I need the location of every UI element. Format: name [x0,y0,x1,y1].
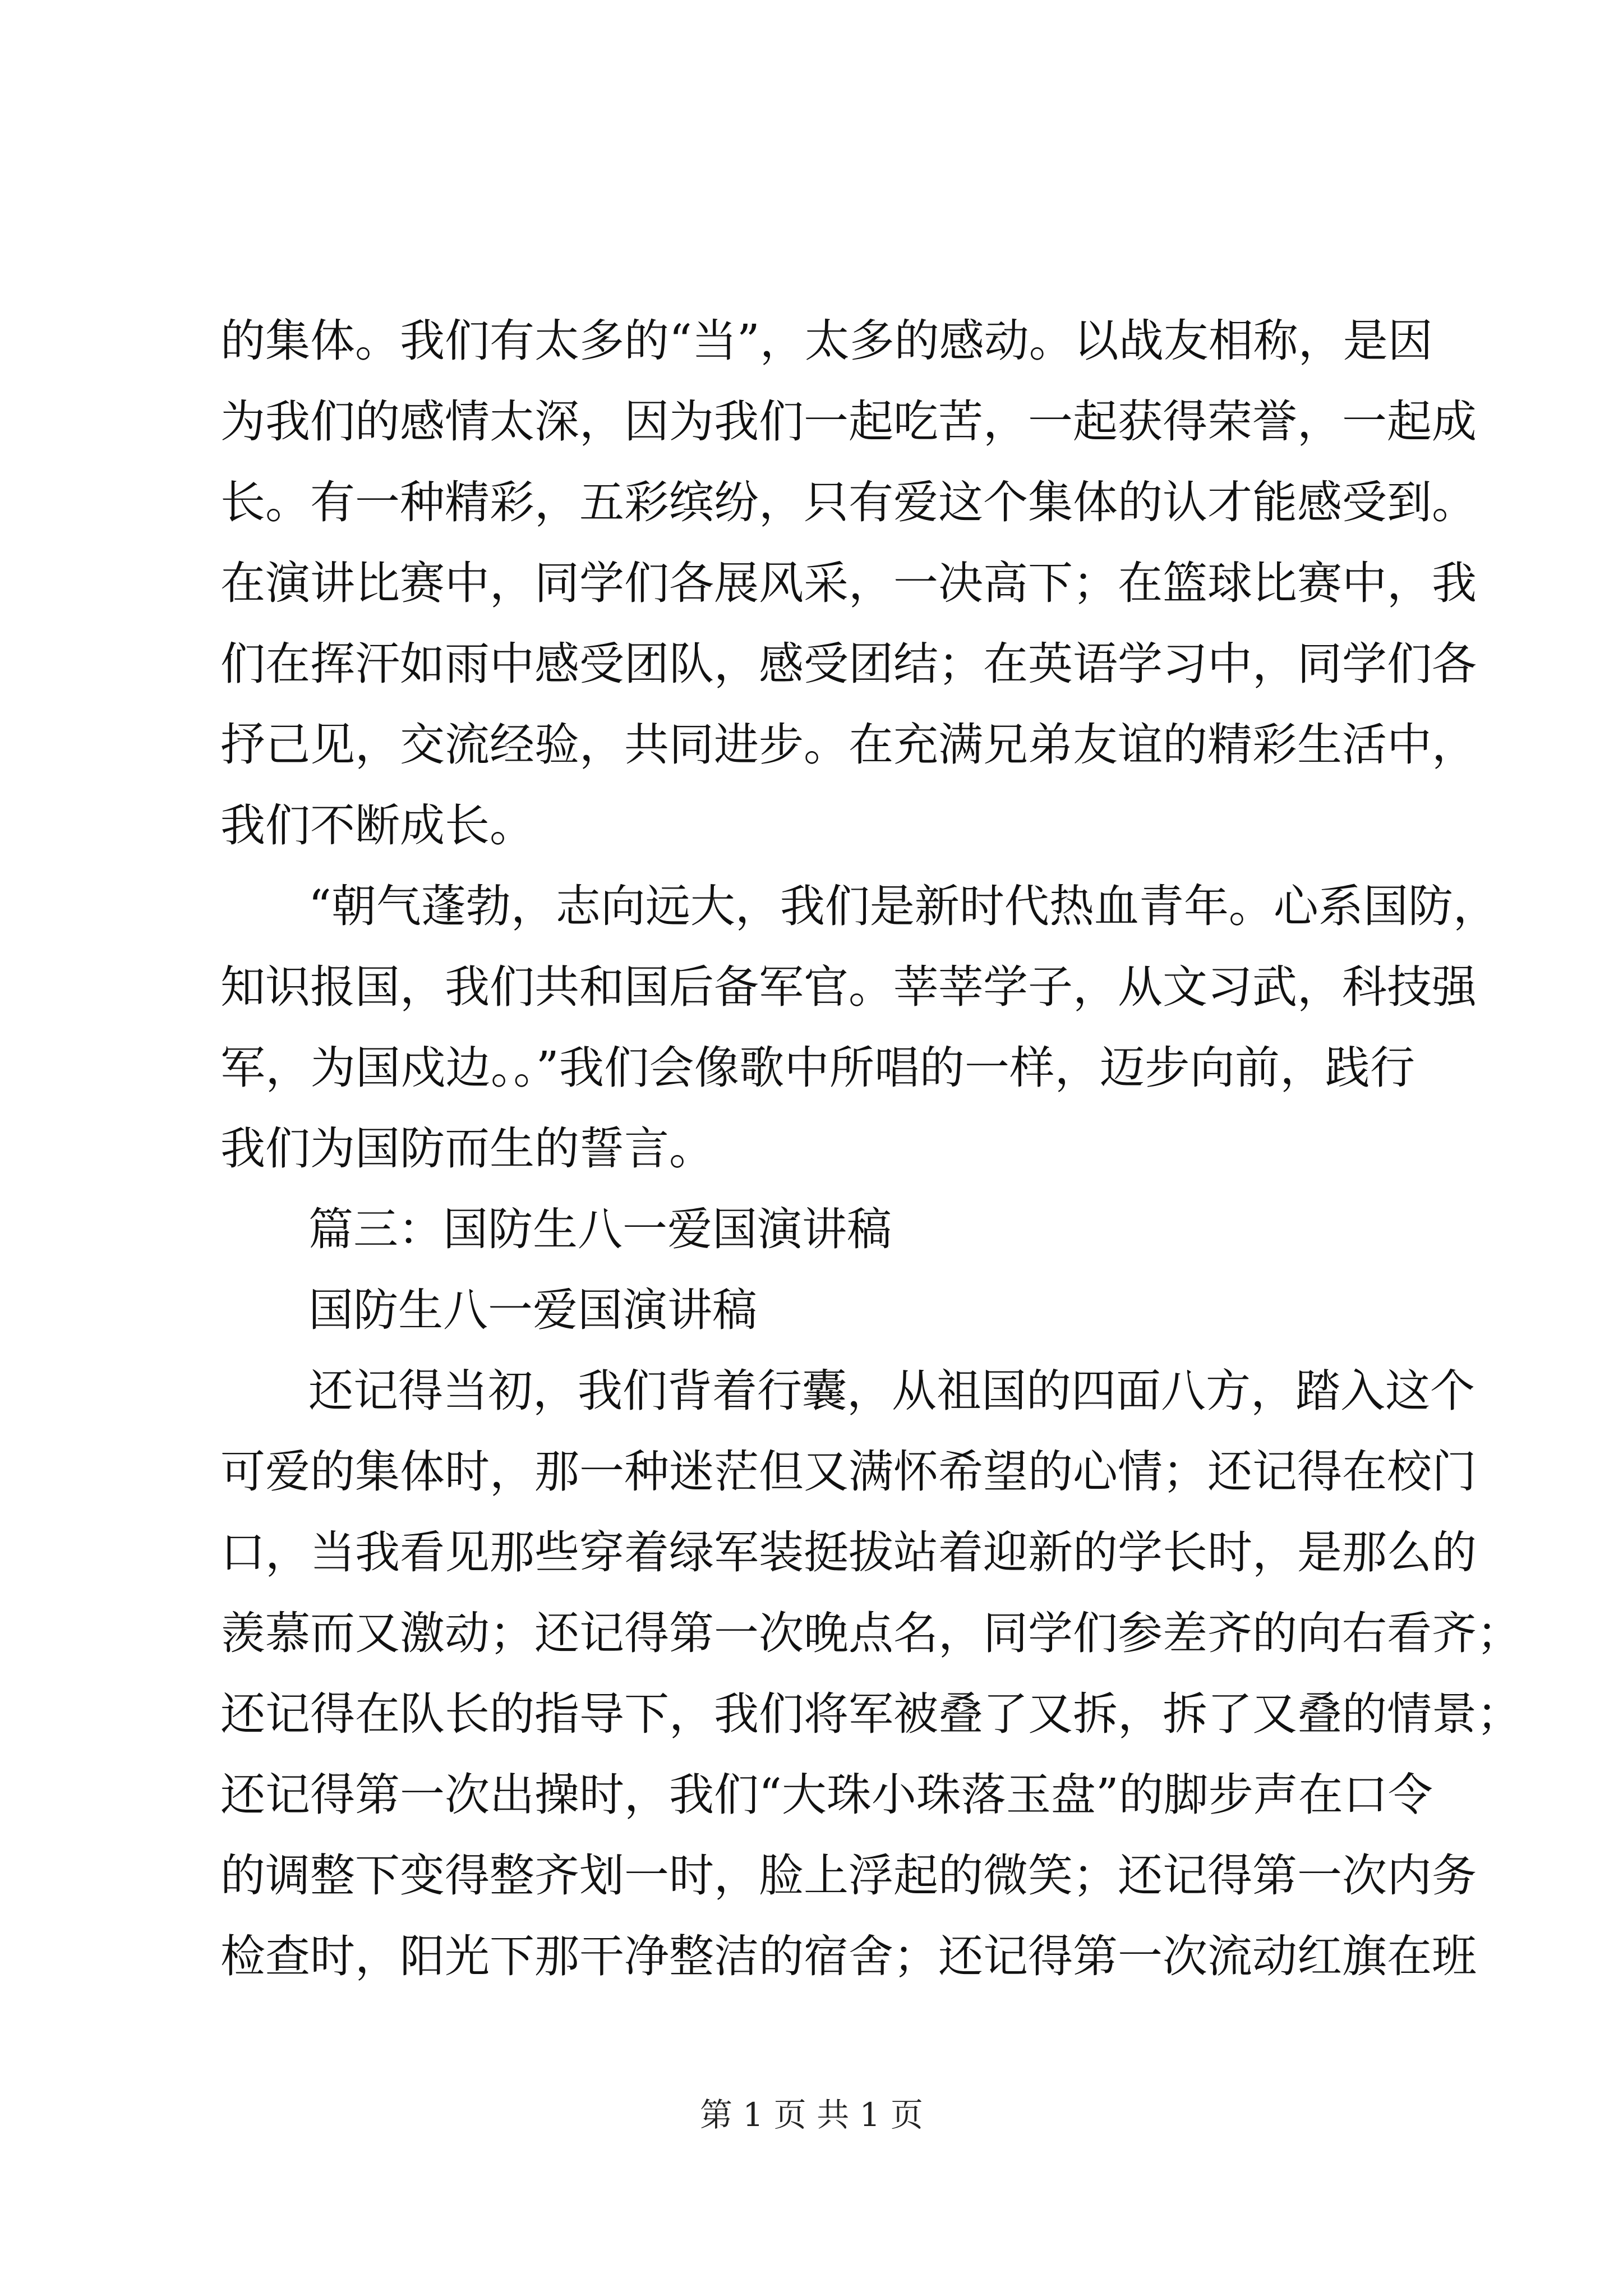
text-line-10: 军，为国戍边。。”我们会像歌中所唱的一样，迈步向前，践行 [220,1042,1415,1094]
text-line-19: 还记得第一次出操时，我们“大珠小珠落玉盘”的脚步声在口令 [220,1769,1433,1821]
section-heading: 篇三：国防生八一爱国演讲稿 [308,1203,892,1255]
text-line-2: 为我们的感情太深，因为我们一起吃苦，一起获得荣誉，一起成 [220,395,1477,448]
text-line-8: “朝气蓬勃，志向远大，我们是新时代热血青年。心系国防， [308,880,1498,932]
text-line-4: 在演讲比赛中，同学们各展风采，一决高下；在篮球比赛中，我 [220,557,1477,609]
page-number-footer: 第 1 页 共 1 页 [700,2096,923,2134]
text-line-6: 抒己见，交流经验，共同进步。在充满兄弟友谊的精彩生活中， [220,719,1477,771]
speech-title: 国防生八一爱国演讲稿 [308,1284,757,1336]
text-line-20: 的调整下变得整齐划一时，脸上浮起的微笑；还记得第一次内务 [220,1849,1477,1902]
text-line-17: 羡慕而又激动；还记得第一次晚点名，同学们参差齐的向右看齐； [220,1607,1521,1659]
text-line-15: 可爱的集体时，那一种迷茫但又满怀希望的心情；还记得在校门 [220,1446,1477,1498]
text-line-14: 还记得当初，我们背着行囊，从祖国的四面八方，踏入这个 [308,1365,1475,1417]
text-line-11: 我们为国防而生的誓言。 [220,1122,714,1175]
text-line-18: 还记得在队长的指导下，我们将军被叠了又拆，拆了又叠的情景； [220,1688,1521,1740]
text-line-9: 知识报国，我们共和国后备军官。莘莘学子，从文习武，科技强 [220,961,1477,1013]
text-line-21: 检查时，阳光下那干净整洁的宿舍；还记得第一次流动红旗在班 [220,1930,1477,1982]
text-line-3: 长。有一种精彩，五彩缤纷，只有爱这个集体的认才能感受到。 [220,476,1477,528]
text-line-16: 口，当我看见那些穿着绿军装挺拔站着迎新的学长时，是那么的 [220,1526,1477,1579]
text-line-7: 我们不断成长。 [220,799,534,852]
text-line-1: 的集体。我们有太多的“当”，太多的感动。以战友相称，是因 [220,315,1433,367]
text-line-5: 们在挥汗如雨中感受团队，感受团结；在英语学习中，同学们各 [220,638,1477,690]
